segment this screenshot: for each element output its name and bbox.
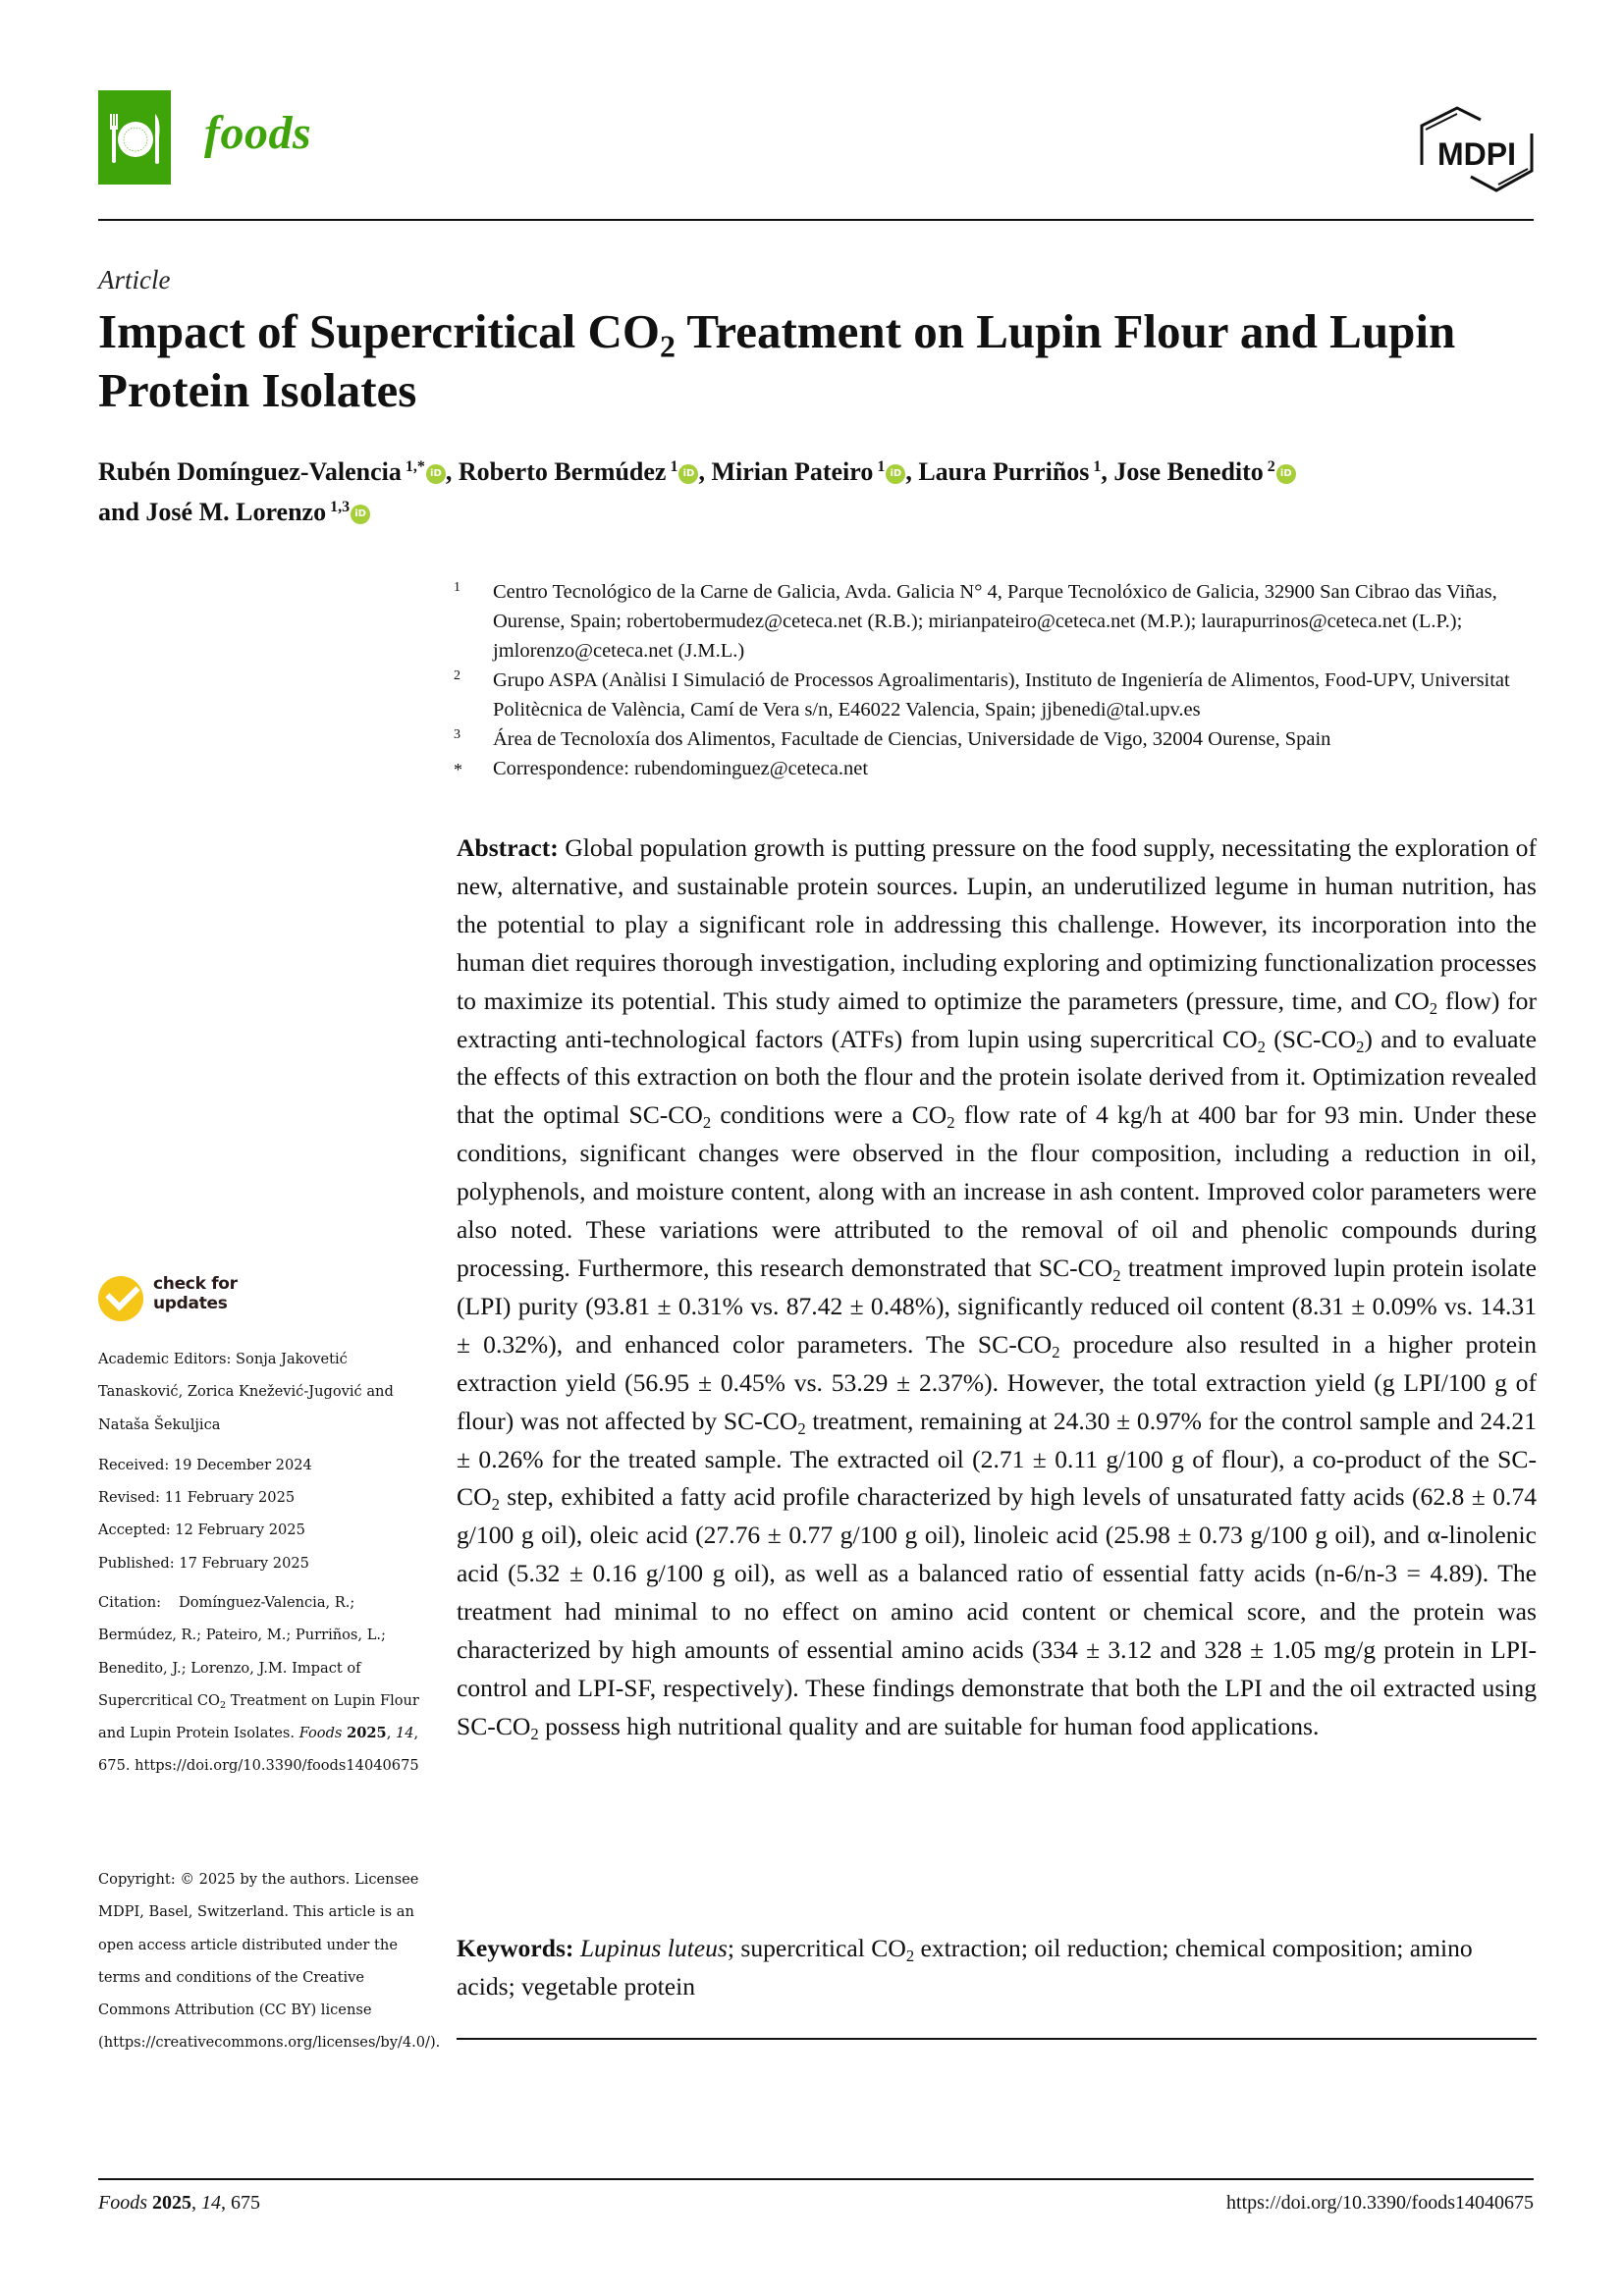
subscript: 2 bbox=[905, 1946, 915, 1965]
correspondence bbox=[454, 754, 1543, 783]
subscript: 2 bbox=[530, 1724, 539, 1743]
citation-volume: 14 bbox=[395, 1725, 414, 1742]
keyword-species: Lupinus luteus bbox=[579, 1934, 728, 1962]
citation-label: Citation: bbox=[98, 1594, 162, 1611]
academic-editors: Academic Editors: Sonja Jakovetić Tanasković, Zorica Knežević-Jugović and Nataša Šekuljica bbox=[98, 1351, 394, 1433]
title-part-1: Impact of Supercritical CO bbox=[98, 304, 661, 358]
abstract-text: procedure also resulted in a higher protein extraction yield (56.95 ± 0.45% vs. 53.29 ± 2.37%). However, the total extraction yield (g LPI/100 g of flour) was not affected by SC-CO bbox=[457, 1329, 1537, 1435]
citation-text: Domínguez-Valencia, R.; Bermúdez, R.; Pateiro, M.; Purriños, L.; Benedito, J.; Lorenzo, J.M. Impact of Supercritical CO bbox=[98, 1594, 386, 1709]
check-for-updates-button[interactable] bbox=[98, 1276, 245, 1325]
author-name[interactable]: Laura Purriños bbox=[918, 457, 1090, 486]
abstract-text: flow rate of 4 kg/h at 400 bar for 93 min. Under these conditions, significant changes were observed in the flour composition, including a reduction in oil, polyphenols, and moisture content, along with an increase in ash content. Improved color parameters were also noted. These variations were attributed to the removal of oil and phenolic compounds during processing. Furthermore, this research demonstrated that SC-CO bbox=[457, 1100, 1537, 1282]
correspondence-text[interactable]: Correspondence: rubendominguez@ceteca.net bbox=[493, 758, 869, 779]
abstract-text: conditions were a CO bbox=[711, 1100, 947, 1130]
copyright-text: Copyright: © 2025 by the authors. Licensee MDPI, Basel, Switzerland. This article is an open access article distributed under the terms and conditions of the Creative Commons Attribution (CC BY) license (https://creativecommons.org/licenses/by/4.0/). bbox=[98, 1871, 441, 2052]
affiliation-3 bbox=[454, 724, 1543, 754]
affiliation-mark: * bbox=[454, 760, 462, 779]
author-affiliation-mark: 1 bbox=[877, 458, 886, 475]
author-name[interactable]: Rubén Domínguez-Valencia bbox=[98, 457, 402, 486]
author-affiliation-mark: 1 bbox=[1093, 458, 1102, 475]
journal-name: foods bbox=[204, 107, 312, 159]
orcid-icon[interactable]: iD bbox=[886, 464, 905, 484]
keywords-label: Keywords: bbox=[457, 1934, 574, 1962]
plate-fork-knife-icon bbox=[98, 90, 171, 185]
date-accepted: Accepted: 12 February 2025 bbox=[98, 1522, 305, 1539]
header-divider bbox=[98, 219, 1534, 221]
abstract-text: flow) for extracting anti-technological factors (ATFs) from lupin using supercritical CO bbox=[457, 986, 1537, 1053]
orcid-icon[interactable]: iD bbox=[1276, 464, 1296, 484]
check-for-updates-label: check for updates bbox=[153, 1274, 238, 1313]
footer-divider bbox=[98, 2178, 1534, 2180]
abstract-text: Global population growth is putting pressure on the food supply, necessitating the exploration of new, alternative, and sustainable protein sources. Lupin, an underutilized legume in human nutrition, has the potential to play a significant role in addressing this challenge. However, its incorporation into the human diet requires thorough investigation, including exploring and optimizing functionalization processes to maximize its potential. This study aimed to optimize the parameters (pressure, time, and CO bbox=[457, 833, 1537, 1015]
subscript: 2 bbox=[220, 1699, 227, 1711]
abstract-text: possess high nutritional quality and are suitable for human food applications. bbox=[538, 1711, 1320, 1740]
abstract-text: treatment, remaining at 24.30 ± 0.97% for the control sample and 24.21 ± 0.26% for the treated sample. The extracted oil (2.71 ± 0.11 g/100 g of flour), a co-product of the SC-CO bbox=[457, 1406, 1537, 1512]
citation-article-number: 675. bbox=[98, 1757, 131, 1775]
citation-doi-link[interactable]: https://doi.org/10.3390/foods14040675 bbox=[135, 1757, 419, 1775]
keywords-text: ; supercritical CO bbox=[727, 1934, 906, 1962]
author-affiliation-mark: 2 bbox=[1267, 458, 1275, 475]
subscript: 2 bbox=[491, 1495, 500, 1515]
sidebar-citation: Citation: Domínguez-Valencia, R.; Bermúdez, R.; Pateiro, M.; Purriños, L.; Benedito, J.; Lorenzo, J.M. Impact of Supercritical $CO_2$ Treatment on Lupin Flour and Lupin Protein Isolates. Foods 2025, 14, 675. https://doi.org/10.3390/foods14040675 bbox=[98, 1594, 419, 1775]
footer-citation: Foods 2025, 14, 675 bbox=[98, 2192, 260, 2214]
abstract-text: ) and to evaluate the effects of this extraction on both the flour and the protein isolate derived from it. Optimization revealed that the optimal SC-CO bbox=[457, 1024, 1537, 1130]
abstract-text: treatment improved lupin protein isolate (LPI) purity (93.81 ± 0.31% vs. 87.42 ± 0.48%), significantly reduced oil content (8.31 ± 0.09% vs. 14.31 ± 0.32%), and enhanced color parameters. The SC-CO bbox=[457, 1253, 1537, 1359]
mdpi-logo bbox=[1412, 106, 1542, 192]
affiliation-mark: 2 bbox=[454, 668, 460, 683]
subscript: 2 bbox=[1257, 1037, 1266, 1056]
abstract-text: (SC-CO bbox=[1265, 1024, 1357, 1053]
abstract-label: Abstract: bbox=[457, 833, 559, 862]
title-subscript: 2 bbox=[660, 329, 676, 364]
affiliation-text: Área de Tecnoloxía dos Alimentos, Facultade de Ciencias, Universidade de Vigo, 32004 Ourense, Spain bbox=[493, 728, 1331, 750]
abstract-text: step, exhibited a fatty acid profile characterized by high levels of unsaturated fatty acids (62.8 ± 0.74 g/100 g oil), oleic acid (27.76 ± 0.77 g/100 g oil), linoleic acid (25.98 ± 0.73 g/100 g oil), and α-linolenic acid (5.32 ± 0.16 g/100 g oil), as well as a balanced ratio of essential fatty acids (n-6/n-3 = 4.89). The treatment had minimal to no effect on amino acid content or chemical score, and the protein was characterized by high amounts of essential amino acids (334 ± 3.12 and 328 ± 1.05 mg/g protein in LPI-control and LPI-SF, respectively). These findings demonstrate that both the LPI and the oil extracted using SC-CO bbox=[457, 1482, 1537, 1740]
journal-logo bbox=[98, 90, 171, 185]
orcid-icon[interactable]: iD bbox=[678, 464, 698, 484]
orcid-icon[interactable]: iD bbox=[426, 464, 446, 484]
orcid-icon[interactable]: iD bbox=[351, 505, 370, 524]
author-name[interactable]: Mirian Pateiro bbox=[711, 457, 874, 486]
article-title bbox=[98, 302, 1542, 420]
citation-text: Treatment on Lupin Flour and Lupin Protein Isolates. bbox=[98, 1691, 419, 1742]
affiliation-2 bbox=[454, 666, 1543, 724]
citation-year: 2025 bbox=[347, 1725, 387, 1742]
author-name[interactable]: Roberto Bermúdez bbox=[458, 457, 667, 486]
footer-doi-link[interactable]: https://doi.org/10.3390/foods14040675 bbox=[1226, 2192, 1534, 2214]
svg-text:MDPI: MDPI bbox=[1437, 136, 1516, 172]
date-revised: Revised: 11 February 2025 bbox=[98, 1489, 296, 1507]
sidebar-copyright bbox=[98, 1863, 441, 2059]
author-affiliation-mark: 1,3 bbox=[330, 499, 351, 515]
keywords bbox=[457, 1930, 1537, 2006]
subscript: 2 bbox=[1356, 1037, 1365, 1056]
affiliation-mark: 1 bbox=[454, 580, 460, 595]
check-circle-icon bbox=[98, 1276, 143, 1321]
mdpi-hexagon-icon bbox=[1412, 106, 1542, 192]
subscript: 2 bbox=[797, 1418, 806, 1438]
date-received: Received: 19 December 2024 bbox=[98, 1456, 312, 1473]
affiliation-text: Grupo ASPA (Anàlisi I Simulació de Processos Agroalimentaris), Instituto de Ingeniería de Alimentos, Food-UPV, Universitat Politècnica de València, Camí de Vera s/n, E46022 Valencia, Spain; jjbenedi@tal.upv.es bbox=[493, 669, 1510, 721]
subscript: 2 bbox=[1112, 1265, 1121, 1285]
sidebar-editors-dates bbox=[98, 1343, 422, 1579]
keywords-text: extraction; oil reduction; chemical composition; amino acids; vegetable protein bbox=[457, 1934, 1473, 2001]
subscript: 2 bbox=[1052, 1342, 1060, 1362]
author-conjunction: and bbox=[98, 498, 139, 526]
subscript: 2 bbox=[702, 1113, 712, 1133]
title-part-2: Treatment on Lupin Flour and Lupin Protein Isolates bbox=[98, 304, 1456, 417]
affiliation-1 bbox=[454, 577, 1543, 666]
subscript: 2 bbox=[947, 1113, 955, 1133]
author-name[interactable]: Jose Benedito bbox=[1113, 457, 1264, 486]
subscript: 2 bbox=[1429, 998, 1438, 1018]
author-list: Rubén Domínguez-Valencia $^{1,*}$ iD , Roberto Bermúdez $^1$ iD , Mirian Pateiro $^1$ iD , Laura Purriños $^1$, Jose Benedito $^2$ iD and José M. Lorenzo $^{1,3}$ iD bbox=[98, 450, 1551, 530]
abstract bbox=[457, 829, 1537, 1746]
author-name[interactable]: José M. Lorenzo bbox=[145, 498, 327, 526]
abstract-divider bbox=[457, 2038, 1537, 2040]
affiliation-mark: 3 bbox=[454, 727, 460, 742]
date-published: Published: 17 February 2025 bbox=[98, 1554, 309, 1572]
affiliation-text: Centro Tecnológico de la Carne de Galicia, Avda. Galicia N° 4, Parque Tecnolóxico de Galicia, 32900 San Cibrao das Viñas, Ourense, Spain; robertobermudez@ceteca.net (R.B.); mirianpateiro@ceteca.net (M.P.); laurapurrinos@ceteca.net (L.P.); jmlorenzo@ceteca.net (J.M.L.) bbox=[493, 581, 1497, 662]
author-affiliation-mark: 1,* bbox=[405, 458, 425, 475]
author-affiliation-mark: 1 bbox=[670, 458, 678, 475]
citation-journal: Foods bbox=[298, 1725, 343, 1742]
article-type: Article bbox=[98, 265, 171, 294]
affiliations bbox=[454, 577, 1543, 783]
